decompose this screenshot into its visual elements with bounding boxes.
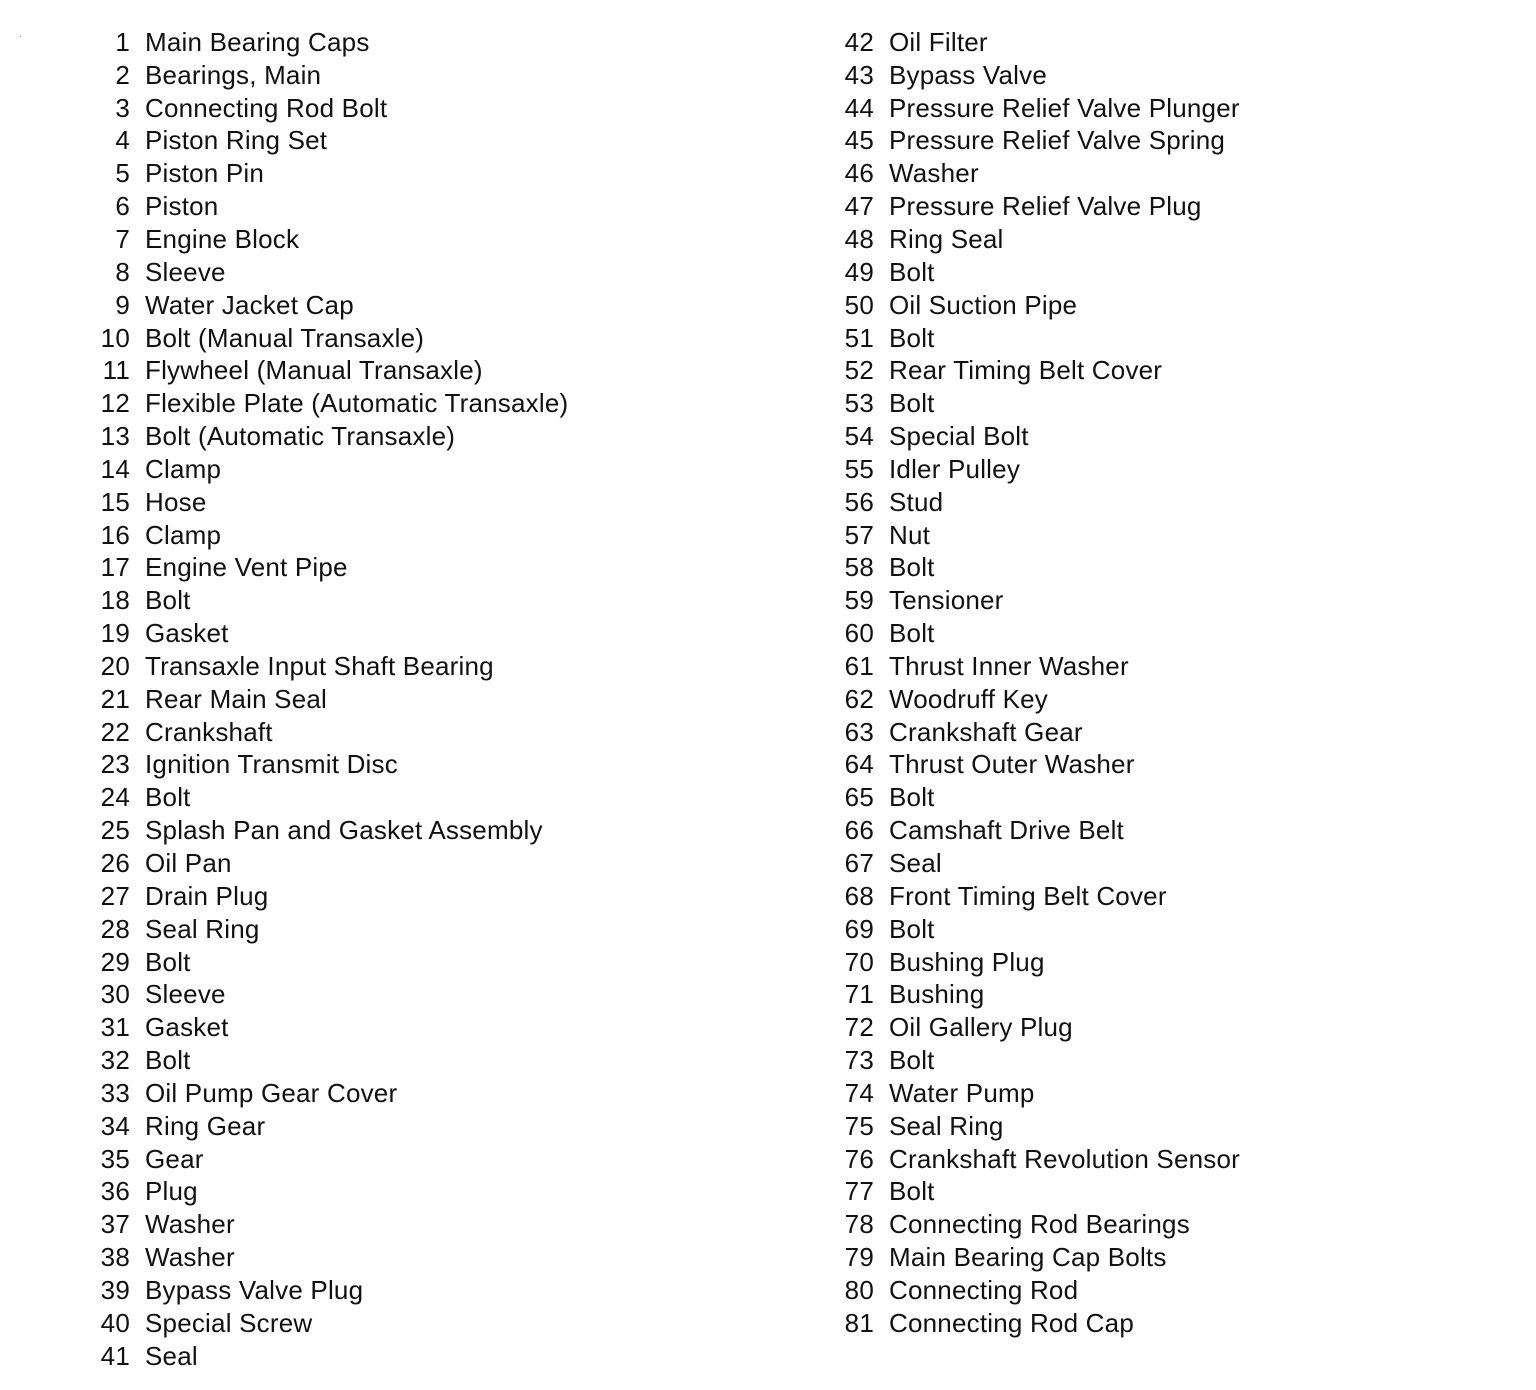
- part-name: Engine Block: [145, 223, 300, 254]
- part-name: Thrust Outer Washer: [889, 749, 1135, 780]
- part-name: Nut: [889, 519, 931, 550]
- part-number: 67: [844, 848, 874, 879]
- part-number: 75: [844, 1110, 874, 1141]
- part-list-item: [836, 1241, 1240, 1274]
- part-name: Bolt: [889, 1176, 935, 1207]
- part-name: Bolt: [889, 322, 935, 353]
- part-list-item: [836, 650, 1240, 683]
- part-number: 4: [115, 125, 130, 156]
- part-name: Oil Pump Gear Cover: [145, 1077, 398, 1108]
- part-name: Woodruff Key: [889, 683, 1048, 714]
- part-list-item: [92, 716, 568, 749]
- part-list-item: [92, 1077, 568, 1110]
- part-list-item: [836, 584, 1240, 617]
- part-name: Drain Plug: [145, 880, 269, 911]
- part-name: Bypass Valve Plug: [145, 1274, 364, 1305]
- part-number: 73: [844, 1045, 874, 1076]
- part-name: Piston Ring Set: [145, 125, 328, 156]
- part-name: Crankshaft Revolution Sensor: [889, 1143, 1241, 1174]
- part-name: Ring Gear: [145, 1110, 266, 1141]
- part-list-item: [92, 420, 568, 453]
- part-name: Pressure Relief Valve Plug: [889, 191, 1202, 222]
- part-number: 74: [844, 1077, 874, 1108]
- part-number: 24: [100, 782, 130, 813]
- part-list-item: [836, 1208, 1240, 1241]
- part-name: Piston: [145, 191, 219, 222]
- part-list-item: [92, 1274, 568, 1307]
- part-number: 25: [100, 815, 130, 846]
- part-name: Main Bearing Caps: [145, 26, 370, 57]
- part-list-item: [92, 223, 568, 256]
- part-list-item: [836, 486, 1240, 519]
- part-number: 66: [844, 815, 874, 846]
- part-number: 32: [100, 1045, 130, 1076]
- part-list-item: [836, 354, 1240, 387]
- part-list-item: [92, 59, 568, 92]
- part-number: 63: [844, 716, 874, 747]
- part-name: Plug: [145, 1176, 198, 1207]
- part-name: Piston Pin: [145, 158, 265, 189]
- part-name: Thrust Inner Washer: [889, 650, 1129, 681]
- part-name: Special Screw: [145, 1307, 313, 1338]
- part-number: 12: [100, 388, 130, 419]
- part-name: Bolt: [145, 1045, 191, 1076]
- part-list-item: [836, 1274, 1240, 1307]
- part-number: 27: [100, 880, 130, 911]
- part-number: 45: [844, 125, 874, 156]
- part-list-item: [836, 223, 1240, 256]
- part-number: 64: [844, 749, 874, 780]
- part-list-item: [92, 584, 568, 617]
- part-list-item: [836, 978, 1240, 1011]
- part-number: 16: [100, 519, 130, 550]
- part-list-item: [836, 26, 1240, 59]
- part-name: Washer: [145, 1209, 235, 1240]
- part-list-item: [836, 420, 1240, 453]
- part-number: 68: [844, 880, 874, 911]
- part-name: Clamp: [145, 519, 222, 550]
- part-number: 40: [100, 1307, 130, 1338]
- part-number: 9: [115, 289, 130, 320]
- part-number: 37: [100, 1209, 130, 1240]
- part-number: 23: [100, 749, 130, 780]
- part-list-item: [836, 92, 1240, 125]
- part-name: Bolt: [889, 552, 935, 583]
- part-list-item: [836, 1307, 1240, 1340]
- part-number: 41: [100, 1340, 130, 1371]
- part-number: 30: [100, 979, 130, 1010]
- part-list-item: [92, 946, 568, 979]
- part-list-item: [836, 1176, 1240, 1209]
- part-name: Camshaft Drive Belt: [889, 815, 1124, 846]
- part-name: Bolt: [889, 913, 935, 944]
- part-name: Bolt: [145, 782, 191, 813]
- part-name: Bushing Plug: [889, 946, 1045, 977]
- part-number: 1: [115, 26, 130, 57]
- part-number: 39: [100, 1274, 130, 1305]
- part-number: 29: [100, 946, 130, 977]
- part-number: 62: [844, 683, 874, 714]
- part-list-item: [92, 913, 568, 946]
- part-number: 42: [844, 26, 874, 57]
- part-list-item: [836, 847, 1240, 880]
- part-list-item: [92, 650, 568, 683]
- part-number: 21: [100, 683, 130, 714]
- part-list-item: [92, 1110, 568, 1143]
- part-list-item: [836, 552, 1240, 585]
- part-name: Water Pump: [889, 1077, 1035, 1108]
- part-number: 54: [844, 421, 874, 452]
- part-name: Bolt (Automatic Transaxle): [145, 421, 456, 452]
- part-name: Seal: [145, 1340, 198, 1371]
- part-list-item: [92, 814, 568, 847]
- part-name: Ring Seal: [889, 223, 1004, 254]
- part-list-item: [836, 716, 1240, 749]
- part-number: 14: [100, 453, 130, 484]
- part-list-item: [836, 683, 1240, 716]
- part-number: 70: [844, 946, 874, 977]
- part-number: 52: [844, 355, 874, 386]
- part-list-item: [92, 92, 568, 125]
- parts-legend: [0, 26, 1536, 1376]
- part-list-item: [836, 1011, 1240, 1044]
- part-name: Gear: [145, 1143, 204, 1174]
- part-number: 26: [100, 848, 130, 879]
- parts-list-right-column: [836, 26, 1240, 1340]
- part-list-item: [836, 1110, 1240, 1143]
- part-number: 43: [844, 59, 874, 90]
- part-list-item: [92, 1208, 568, 1241]
- part-list-item: [836, 256, 1240, 289]
- part-number: 48: [844, 223, 874, 254]
- part-list-item: [836, 749, 1240, 782]
- part-name: Bushing: [889, 979, 985, 1010]
- part-number: 33: [100, 1077, 130, 1108]
- part-number: 31: [100, 1012, 130, 1043]
- part-name: Ignition Transmit Disc: [145, 749, 398, 780]
- part-number: 49: [844, 256, 874, 287]
- part-number: 35: [100, 1143, 130, 1174]
- part-list-item: [836, 387, 1240, 420]
- part-list-item: [836, 946, 1240, 979]
- part-list-item: [836, 880, 1240, 913]
- part-list-item: [92, 289, 568, 322]
- part-list-item: [92, 880, 568, 913]
- part-name: Tensioner: [889, 585, 1004, 616]
- part-name: Hose: [145, 486, 207, 517]
- part-number: 60: [844, 618, 874, 649]
- part-name: Connecting Rod Bearings: [889, 1209, 1190, 1240]
- part-list-item: [836, 59, 1240, 92]
- part-list-item: [92, 847, 568, 880]
- part-name: Washer: [145, 1242, 235, 1273]
- part-name: Oil Pan: [145, 848, 232, 879]
- part-list-item: [92, 781, 568, 814]
- part-name: Connecting Rod Cap: [889, 1307, 1134, 1338]
- part-list-item: [836, 289, 1240, 322]
- part-name: Main Bearing Cap Bolts: [889, 1242, 1167, 1273]
- part-list-item: [836, 190, 1240, 223]
- part-list-item: [92, 354, 568, 387]
- part-name: Water Jacket Cap: [145, 289, 354, 320]
- part-name: Flywheel (Manual Transaxle): [145, 355, 483, 386]
- part-list-item: [92, 552, 568, 585]
- part-name: Special Bolt: [889, 421, 1029, 452]
- part-name: Front Timing Belt Cover: [889, 880, 1167, 911]
- part-number: 19: [100, 618, 130, 649]
- part-name: Engine Vent Pipe: [145, 552, 348, 583]
- part-number: 77: [844, 1176, 874, 1207]
- part-name: Bolt: [889, 1045, 935, 1076]
- part-name: Seal: [889, 848, 942, 879]
- part-list-item: [92, 1241, 568, 1274]
- part-name: Clamp: [145, 453, 222, 484]
- part-list-item: [92, 322, 568, 355]
- part-name: Oil Suction Pipe: [889, 289, 1078, 320]
- part-number: 15: [100, 486, 130, 517]
- part-number: 17: [100, 552, 130, 583]
- part-name: Crankshaft Gear: [889, 716, 1083, 747]
- part-list-item: [836, 519, 1240, 552]
- part-number: 79: [844, 1242, 874, 1273]
- part-name: Connecting Rod Bolt: [145, 92, 388, 123]
- part-name: Bypass Valve: [889, 59, 1047, 90]
- part-name: Bolt (Manual Transaxle): [145, 322, 425, 353]
- part-list-item: [92, 125, 568, 158]
- part-name: Oil Gallery Plug: [889, 1012, 1073, 1043]
- part-name: Splash Pan and Gasket Assembly: [145, 815, 543, 846]
- part-name: Bolt: [889, 388, 935, 419]
- part-name: Rear Main Seal: [145, 683, 327, 714]
- part-list-item: [92, 157, 568, 190]
- part-name: Pressure Relief Valve Plunger: [889, 92, 1240, 123]
- part-number: 78: [844, 1209, 874, 1240]
- part-name: Oil Filter: [889, 26, 988, 57]
- part-number: 2: [115, 59, 130, 90]
- part-name: Bolt: [889, 256, 935, 287]
- part-name: Seal Ring: [889, 1110, 1004, 1141]
- part-list-item: [92, 26, 568, 59]
- part-list-item: [92, 519, 568, 552]
- part-name: Bolt: [145, 585, 191, 616]
- part-number: 57: [844, 519, 874, 550]
- part-list-item: [92, 190, 568, 223]
- part-name: Rear Timing Belt Cover: [889, 355, 1163, 386]
- part-list-item: [92, 1176, 568, 1209]
- part-list-item: [92, 486, 568, 519]
- part-name: Pressure Relief Valve Spring: [889, 125, 1226, 156]
- part-number: 69: [844, 913, 874, 944]
- part-number: 56: [844, 486, 874, 517]
- part-name: Crankshaft: [145, 716, 273, 747]
- part-number: 11: [102, 355, 130, 386]
- part-number: 44: [844, 92, 874, 123]
- part-list-item: [836, 157, 1240, 190]
- part-number: 3: [115, 92, 130, 123]
- part-name: Stud: [889, 486, 944, 517]
- part-list-item: [92, 387, 568, 420]
- part-list-item: [836, 322, 1240, 355]
- part-list-item: [836, 125, 1240, 158]
- part-list-item: [836, 1143, 1240, 1176]
- part-list-item: [92, 1143, 568, 1176]
- part-name: Sleeve: [145, 256, 226, 287]
- part-list-item: [92, 978, 568, 1011]
- part-list-item: [836, 814, 1240, 847]
- part-name: Gasket: [145, 618, 229, 649]
- part-number: 61: [844, 650, 874, 681]
- part-number: 36: [100, 1176, 130, 1207]
- part-number: 71: [844, 979, 874, 1010]
- part-name: Gasket: [145, 1012, 229, 1043]
- part-name: Bearings, Main: [145, 59, 322, 90]
- part-list-item: [836, 781, 1240, 814]
- part-number: 20: [100, 650, 130, 681]
- part-number: 10: [100, 322, 130, 353]
- part-name: Bolt: [145, 946, 191, 977]
- part-list-item: [836, 1077, 1240, 1110]
- part-number: 53: [844, 388, 874, 419]
- part-number: 46: [844, 158, 874, 189]
- part-number: 80: [844, 1274, 874, 1305]
- part-number: 58: [844, 552, 874, 583]
- part-number: 47: [844, 191, 874, 222]
- part-number: 81: [844, 1307, 874, 1338]
- part-list-item: [836, 453, 1240, 486]
- part-name: Transaxle Input Shaft Bearing: [145, 650, 494, 681]
- part-name: Idler Pulley: [889, 453, 1021, 484]
- part-list-item: [92, 1340, 568, 1373]
- part-list-item: [92, 1011, 568, 1044]
- part-number: 59: [844, 585, 874, 616]
- part-list-item: [92, 1307, 568, 1340]
- part-number: 50: [844, 289, 874, 320]
- part-list-item: [92, 617, 568, 650]
- part-number: 38: [100, 1242, 130, 1273]
- part-number: 76: [844, 1143, 874, 1174]
- part-number: 13: [100, 421, 130, 452]
- part-number: 51: [844, 322, 874, 353]
- part-name: Connecting Rod: [889, 1274, 1079, 1305]
- part-list-item: [92, 453, 568, 486]
- part-list-item: [836, 617, 1240, 650]
- part-number: 65: [844, 782, 874, 813]
- part-name: Flexible Plate (Automatic Transaxle): [145, 388, 569, 419]
- part-number: 18: [100, 585, 130, 616]
- part-list-item: [92, 749, 568, 782]
- part-number: 8: [115, 256, 130, 287]
- part-name: Sleeve: [145, 979, 226, 1010]
- part-number: 34: [100, 1110, 130, 1141]
- part-number: 55: [844, 453, 874, 484]
- part-number: 28: [100, 913, 130, 944]
- part-number: 5: [115, 158, 130, 189]
- part-list-item: [836, 913, 1240, 946]
- part-name: Seal Ring: [145, 913, 260, 944]
- part-list-item: [92, 1044, 568, 1077]
- part-number: 7: [115, 223, 130, 254]
- part-name: Bolt: [889, 618, 935, 649]
- parts-list-left-column: [92, 26, 568, 1373]
- part-list-item: [92, 256, 568, 289]
- part-name: Bolt: [889, 782, 935, 813]
- part-number: 6: [115, 191, 130, 222]
- part-name: Washer: [889, 158, 979, 189]
- part-number: 22: [100, 716, 130, 747]
- part-list-item: [92, 683, 568, 716]
- part-list-item: [836, 1044, 1240, 1077]
- part-number: 72: [844, 1012, 874, 1043]
